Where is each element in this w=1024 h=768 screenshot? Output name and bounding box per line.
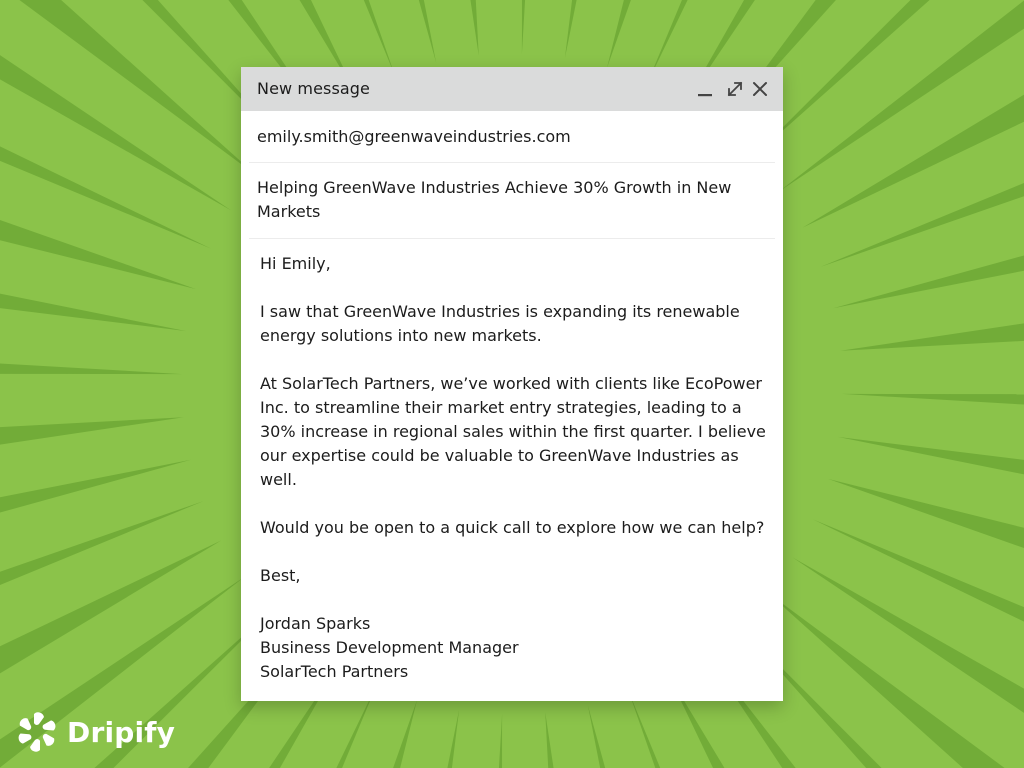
signature-title: Business Development Manager (260, 638, 519, 657)
body-paragraph: I saw that GreenWave Industries is expanding its renewable energy solutions into new markets. (260, 302, 740, 345)
signature-name: Jordan Sparks (260, 614, 371, 633)
closing: Best, (260, 566, 301, 585)
compose-window (241, 67, 783, 701)
close-icon[interactable] (750, 79, 770, 99)
dripify-logo-icon (17, 712, 57, 752)
message-body[interactable] (260, 252, 770, 684)
compose-title: New message (257, 79, 370, 98)
brand (17, 712, 175, 752)
subject-field[interactable]: Helping GreenWave Industries Achieve 30% Growth in New Markets (257, 178, 732, 221)
divider (249, 238, 775, 239)
brand-name: Dripify (67, 715, 176, 749)
greeting: Hi Emily, (260, 254, 331, 273)
signature-company: SolarTech Partners (260, 662, 409, 681)
compose-titlebar (241, 67, 783, 111)
signature (260, 612, 770, 684)
expand-icon[interactable] (725, 79, 745, 99)
recipient-field[interactable]: emily.smith@greenwaveindustries.com (257, 127, 571, 146)
body-paragraph: At SolarTech Partners, we’ve worked with clients like EcoPower Inc. to streamline their market entry strategies, leading to a 30% increase in regional sales within the first quarter. I believe our expertise could be valuable to GreenWave Industries as well. (260, 374, 766, 489)
divider (249, 162, 775, 163)
minimize-icon[interactable] (695, 79, 715, 99)
body-paragraph: Would you be open to a quick call to explore how we can help? (260, 518, 765, 537)
